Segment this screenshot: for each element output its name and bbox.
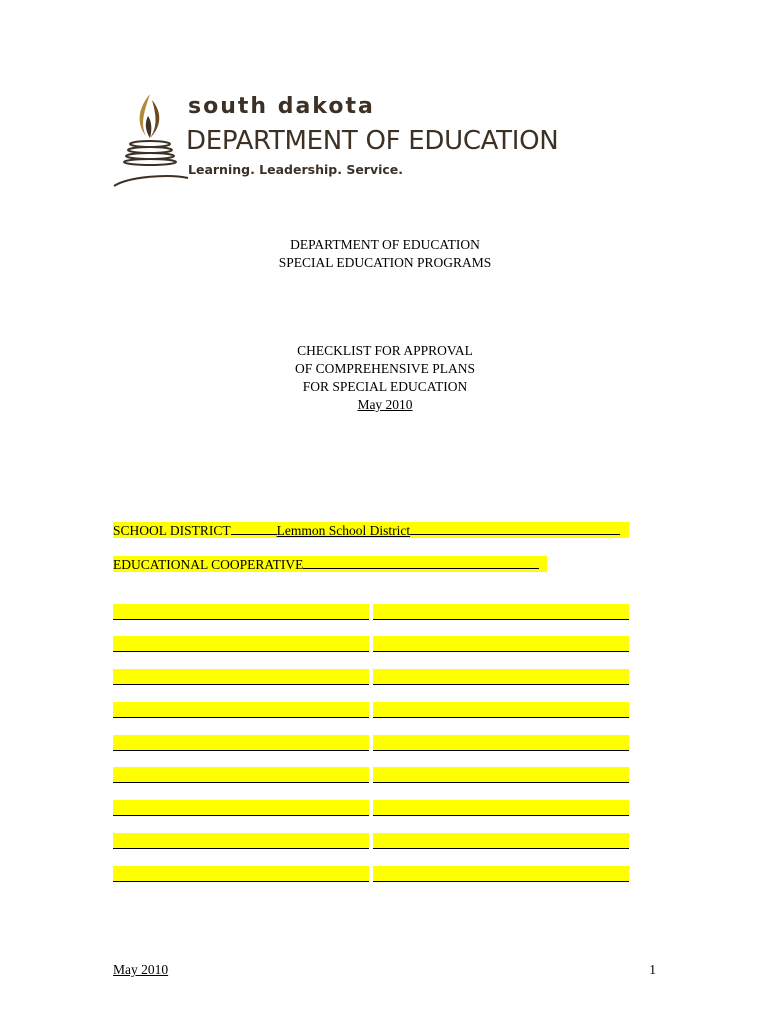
blank-underline: [303, 556, 539, 569]
signature-row: [113, 833, 629, 849]
document-header: [0, 236, 770, 272]
logo-tagline: Learning. Leadership. Service.: [188, 162, 404, 177]
checklist-title: [0, 342, 770, 414]
signature-row: [113, 702, 629, 718]
page-number: 1: [649, 962, 656, 977]
header-line-1: DEPARTMENT OF EDUCATION: [290, 237, 480, 252]
signature-row: [113, 735, 629, 751]
blank-field-right[interactable]: [373, 800, 629, 816]
blank-field-left[interactable]: [113, 636, 369, 652]
checklist-line-2: OF COMPREHENSIVE PLANS: [294, 361, 476, 376]
school-district-value: Lemmon School District: [276, 523, 411, 538]
checklist-line-1: CHECKLIST FOR APPROVAL: [297, 343, 473, 358]
blank-field-right[interactable]: [373, 866, 629, 882]
blank-field-right[interactable]: [373, 669, 629, 685]
school-district-label: SCHOOL DISTRICT: [113, 523, 231, 538]
educational-cooperative-field[interactable]: [113, 556, 547, 572]
school-district-field[interactable]: [113, 522, 629, 538]
signature-row: [113, 800, 629, 816]
blank-field-left[interactable]: [113, 833, 369, 849]
blank-field-left[interactable]: [113, 800, 369, 816]
blank-field-right[interactable]: [373, 735, 629, 751]
signature-row: [113, 767, 629, 783]
sd-doe-logo: [110, 86, 560, 192]
signature-row: [113, 866, 629, 882]
blank-field-right[interactable]: [373, 767, 629, 783]
signature-row: [113, 604, 629, 620]
blank-field-left[interactable]: [113, 702, 369, 718]
blank-field-left[interactable]: [113, 767, 369, 783]
logo-state-name: south dakota: [188, 94, 375, 119]
blank-field-right[interactable]: [373, 833, 629, 849]
blank-underline: [410, 522, 620, 535]
header-line-2: SPECIAL EDUCATION PROGRAMS: [278, 255, 492, 270]
blank-field-left[interactable]: [113, 866, 369, 882]
blank-field-right[interactable]: [373, 604, 629, 620]
blank-field-right[interactable]: [373, 636, 629, 652]
blank-field-left[interactable]: [113, 735, 369, 751]
blank-field-right[interactable]: [373, 702, 629, 718]
signature-row: [113, 669, 629, 685]
checklist-date: May 2010: [357, 397, 413, 412]
blank-field-left[interactable]: [113, 604, 369, 620]
torch-flame-icon: [110, 86, 190, 192]
blank-underline: [231, 522, 277, 535]
signature-row: [113, 636, 629, 652]
logo-department-name: DEPARTMENT OF EDUCATION: [186, 126, 559, 156]
footer-date: May 2010: [113, 962, 169, 977]
educational-cooperative-label: EDUCATIONAL COOPERATIVE: [113, 557, 304, 572]
blank-field-left[interactable]: [113, 669, 369, 685]
checklist-line-3: FOR SPECIAL EDUCATION: [302, 379, 468, 394]
